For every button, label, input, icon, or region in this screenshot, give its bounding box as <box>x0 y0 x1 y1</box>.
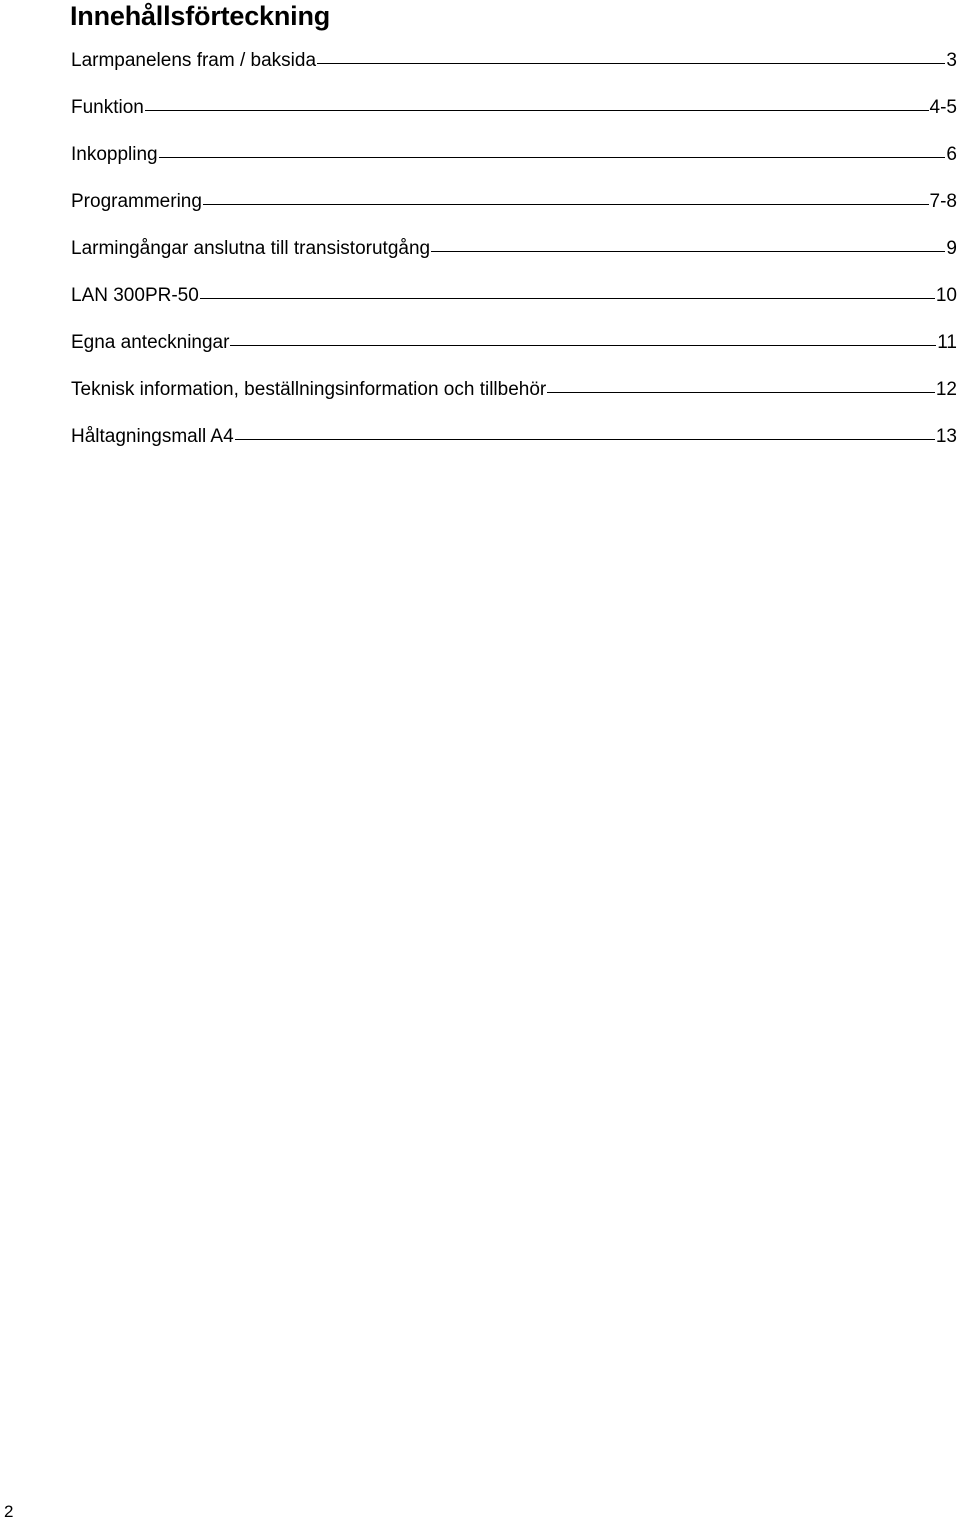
toc-leader-line <box>230 345 936 346</box>
toc-leader-line <box>317 63 945 64</box>
toc-entry-label: Programmering <box>71 191 202 212</box>
toc-entry-label: Inkoppling <box>71 144 158 165</box>
toc-leader-line <box>547 392 935 393</box>
toc-leader-line <box>159 157 946 158</box>
toc-entry[interactable] <box>71 142 957 189</box>
toc-leader-line <box>203 204 929 205</box>
toc-entry[interactable] <box>71 189 957 236</box>
page-number: 2 <box>4 1502 14 1521</box>
toc-leader-line <box>431 251 945 252</box>
toc-entry[interactable] <box>71 236 957 283</box>
toc-entry-label: Teknisk information, beställningsinformation och tillbehör <box>71 379 547 400</box>
toc-entry-label: LAN 300PR-50 <box>71 285 199 306</box>
table-of-contents <box>71 48 957 471</box>
toc-entry-label: Larmpanelens fram / baksida <box>71 50 317 71</box>
toc-entry-page: 9 <box>946 238 957 259</box>
toc-entry-page: 10 <box>935 285 957 306</box>
toc-entry-page: 12 <box>935 379 957 400</box>
toc-entry[interactable] <box>71 377 957 424</box>
toc-entry-page: 3 <box>946 50 957 71</box>
toc-leader-line <box>200 298 935 299</box>
toc-entry-label: Larmingångar anslutna till transistorutgång <box>71 238 431 259</box>
toc-leader-line <box>145 110 929 111</box>
toc-entry[interactable] <box>71 283 957 330</box>
toc-entry[interactable] <box>71 95 957 142</box>
toc-entry-page: 13 <box>935 426 957 447</box>
toc-entry-page: 11 <box>937 332 957 353</box>
page-title: Innehållsförteckning <box>70 1 331 31</box>
toc-entry[interactable] <box>71 330 957 377</box>
toc-entry-label: Egna anteckningar <box>71 332 230 353</box>
toc-leader-line <box>235 439 935 440</box>
toc-entry-page: 6 <box>946 144 957 165</box>
toc-entry-page: 7-8 <box>929 191 957 212</box>
toc-entry[interactable] <box>71 48 957 95</box>
toc-entry-label: Funktion <box>71 97 144 118</box>
toc-entry[interactable] <box>71 424 957 471</box>
toc-entry-label: Håltagningsmall A4 <box>71 426 234 447</box>
toc-entry-page: 4-5 <box>929 97 957 118</box>
